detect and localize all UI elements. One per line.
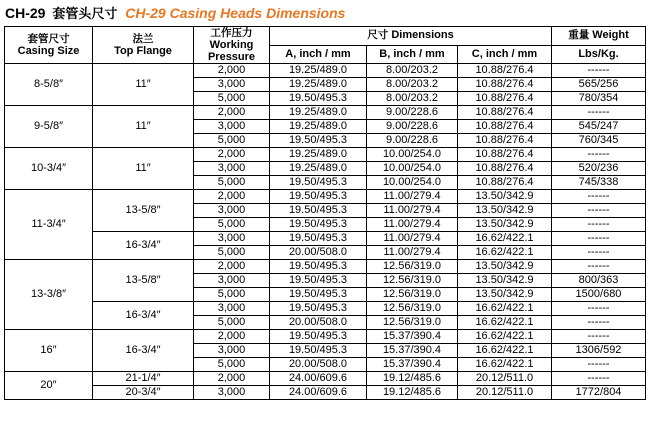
title-english: CH-29 Casing Heads Dimensions	[125, 5, 346, 21]
cell-weight: ------	[552, 190, 646, 204]
table-row	[5, 260, 646, 274]
cell-dimension-a: 19.50/495.3	[270, 134, 367, 148]
cell-dimension-b: 11.00/279.4	[367, 190, 458, 204]
cell-working-pressure: 3,000	[194, 78, 270, 92]
cell-working-pressure: 5,000	[194, 218, 270, 232]
cell-dimension-b: 15.37/390.4	[367, 330, 458, 344]
cell-working-pressure: 2,000	[194, 106, 270, 120]
cell-dimension-c: 20.12/511.0	[458, 372, 552, 386]
cell-weight: 1500/680	[552, 288, 646, 302]
table-body	[5, 64, 646, 400]
cell-dimension-c: 10.88/276.4	[458, 92, 552, 106]
table-row	[5, 148, 646, 162]
header-dimensions-en: Dimensions	[391, 29, 454, 42]
cell-top-flange: 16-3/4″	[93, 302, 194, 330]
cell-dimension-b: 11.00/279.4	[367, 232, 458, 246]
cell-dimension-a: 19.25/489.0	[270, 106, 367, 120]
cell-dimension-c: 10.88/276.4	[458, 176, 552, 190]
header-pressure-zh: 工作压力	[210, 27, 253, 39]
cell-dimension-c: 16.62/422.1	[458, 246, 552, 260]
header-casing-size-zh: 套管尺寸	[27, 33, 70, 45]
cell-dimension-a: 19.50/495.3	[270, 204, 367, 218]
cell-working-pressure: 2,000	[194, 64, 270, 78]
cell-dimension-b: 12.56/319.0	[367, 288, 458, 302]
cell-top-flange: 16-3/4″	[93, 330, 194, 372]
cell-dimension-a: 19.50/495.3	[270, 330, 367, 344]
cell-working-pressure: 5,000	[194, 176, 270, 190]
cell-working-pressure: 3,000	[194, 386, 270, 400]
header-top-flange-zh: 法兰	[132, 33, 154, 45]
table-row	[5, 190, 646, 204]
cell-working-pressure: 5,000	[194, 288, 270, 302]
cell-dimension-b: 10.00/254.0	[367, 176, 458, 190]
cell-weight: 545/247	[552, 120, 646, 134]
cell-dimension-c: 16.62/422.1	[458, 344, 552, 358]
cell-dimension-a: 19.50/495.3	[270, 176, 367, 190]
cell-working-pressure: 5,000	[194, 316, 270, 330]
header-pressure-en2: Pressure	[207, 51, 256, 63]
cell-dimension-c: 13.50/342.9	[458, 204, 552, 218]
table-row	[5, 386, 646, 400]
header-pressure-en1: Working	[209, 39, 254, 51]
cell-dimension-b: 19.12/485.6	[367, 372, 458, 386]
header-weight-zh: 重量	[568, 29, 590, 42]
cell-top-flange: 20-3/4″	[93, 386, 194, 400]
cell-dimension-a: 24.00/609.6	[270, 372, 367, 386]
cell-dimension-b: 9.00/228.6	[367, 120, 458, 134]
cell-dimension-b: 12.56/319.0	[367, 302, 458, 316]
cell-dimension-a: 19.50/495.3	[270, 302, 367, 316]
cell-dimension-c: 10.88/276.4	[458, 78, 552, 92]
cell-top-flange: 13-5/8″	[93, 190, 194, 232]
table-row	[5, 302, 646, 316]
cell-dimension-a: 19.50/495.3	[270, 288, 367, 302]
cell-casing-size: 13-3/8″	[5, 260, 93, 330]
cell-dimension-b: 19.12/485.6	[367, 386, 458, 400]
cell-dimension-b: 10.00/254.0	[367, 148, 458, 162]
cell-dimension-b: 11.00/279.4	[367, 218, 458, 232]
cell-working-pressure: 5,000	[194, 92, 270, 106]
cell-weight: 780/354	[552, 92, 646, 106]
header-top-flange	[93, 27, 194, 64]
cell-weight: ------	[552, 302, 646, 316]
table-row	[5, 372, 646, 386]
cell-working-pressure: 3,000	[194, 344, 270, 358]
cell-dimension-a: 19.50/495.3	[270, 274, 367, 288]
cell-weight: 1306/592	[552, 344, 646, 358]
cell-dimension-c: 16.62/422.1	[458, 316, 552, 330]
header-weight-en: Weight	[592, 29, 629, 42]
cell-dimension-c: 10.88/276.4	[458, 106, 552, 120]
document-title	[5, 3, 345, 22]
header-col-b: B, inch / mm	[367, 45, 458, 64]
cell-dimension-c: 13.50/342.9	[458, 190, 552, 204]
table-row	[5, 64, 646, 78]
cell-working-pressure: 5,000	[194, 246, 270, 260]
title-code: CH-29	[5, 5, 46, 21]
cell-dimension-b: 10.00/254.0	[367, 162, 458, 176]
cell-top-flange: 16-3/4″	[93, 232, 194, 260]
cell-working-pressure: 2,000	[194, 190, 270, 204]
cell-top-flange: 11″	[93, 64, 194, 106]
cell-dimension-a: 19.25/489.0	[270, 78, 367, 92]
cell-dimension-a: 24.00/609.6	[270, 386, 367, 400]
cell-working-pressure: 3,000	[194, 232, 270, 246]
cell-dimension-a: 19.25/489.0	[270, 120, 367, 134]
cell-dimension-c: 13.50/342.9	[458, 218, 552, 232]
table-row	[5, 232, 646, 246]
cell-working-pressure: 3,000	[194, 162, 270, 176]
cell-dimension-a: 19.50/495.3	[270, 92, 367, 106]
cell-working-pressure: 2,000	[194, 330, 270, 344]
cell-dimension-a: 19.25/489.0	[270, 64, 367, 78]
header-col-a: A, inch / mm	[270, 45, 367, 64]
cell-weight: ------	[552, 106, 646, 120]
cell-dimension-b: 12.56/319.0	[367, 274, 458, 288]
cell-weight: 760/345	[552, 134, 646, 148]
cell-dimension-c: 16.62/422.1	[458, 330, 552, 344]
cell-weight: ------	[552, 204, 646, 218]
title-chinese: 套管头尺寸	[52, 7, 118, 22]
cell-working-pressure: 3,000	[194, 120, 270, 134]
cell-working-pressure: 3,000	[194, 302, 270, 316]
header-row-1	[5, 27, 646, 46]
cell-dimension-a: 19.25/489.0	[270, 148, 367, 162]
cell-casing-size: 10-3/4″	[5, 148, 93, 190]
cell-top-flange: 11″	[93, 148, 194, 190]
cell-dimension-a: 19.50/495.3	[270, 232, 367, 246]
cell-weight: ------	[552, 232, 646, 246]
cell-dimension-a: 20.00/508.0	[270, 358, 367, 372]
casing-heads-dimensions-table	[4, 26, 646, 400]
cell-dimension-c: 10.88/276.4	[458, 134, 552, 148]
cell-weight: ------	[552, 316, 646, 330]
cell-dimension-a: 19.50/495.3	[270, 218, 367, 232]
cell-casing-size: 20″	[5, 372, 93, 400]
header-top-flange-en: Top Flange	[114, 45, 172, 57]
cell-dimension-a: 19.50/495.3	[270, 344, 367, 358]
cell-top-flange: 21-1/4″	[93, 372, 194, 386]
cell-casing-size: 8-5/8″	[5, 64, 93, 106]
cell-working-pressure: 5,000	[194, 358, 270, 372]
cell-dimension-c: 10.88/276.4	[458, 120, 552, 134]
header-casing-size	[5, 27, 93, 64]
cell-dimension-b: 9.00/228.6	[367, 106, 458, 120]
cell-dimension-c: 10.88/276.4	[458, 162, 552, 176]
cell-dimension-b: 8.00/203.2	[367, 78, 458, 92]
cell-dimension-c: 13.50/342.9	[458, 274, 552, 288]
cell-dimension-c: 13.50/342.9	[458, 288, 552, 302]
cell-working-pressure: 2,000	[194, 148, 270, 162]
cell-working-pressure: 2,000	[194, 260, 270, 274]
cell-dimension-a: 20.00/508.0	[270, 246, 367, 260]
cell-top-flange: 11″	[93, 106, 194, 148]
cell-weight: 565/256	[552, 78, 646, 92]
cell-dimension-c: 13.50/342.9	[458, 260, 552, 274]
table-row	[5, 330, 646, 344]
header-dimensions-zh: 尺寸	[367, 29, 389, 42]
header-weight	[552, 27, 646, 46]
cell-dimension-b: 8.00/203.2	[367, 64, 458, 78]
cell-working-pressure: 2,000	[194, 372, 270, 386]
cell-dimension-a: 19.50/495.3	[270, 260, 367, 274]
cell-casing-size: 16″	[5, 330, 93, 372]
cell-weight: ------	[552, 260, 646, 274]
cell-dimension-c: 10.88/276.4	[458, 64, 552, 78]
cell-weight: ------	[552, 330, 646, 344]
cell-working-pressure: 3,000	[194, 204, 270, 218]
header-working-pressure	[194, 27, 270, 64]
cell-weight: ------	[552, 218, 646, 232]
cell-dimension-b: 15.37/390.4	[367, 358, 458, 372]
cell-weight: 1772/804	[552, 386, 646, 400]
cell-dimension-b: 11.00/279.4	[367, 204, 458, 218]
table-row	[5, 106, 646, 120]
cell-weight: ------	[552, 372, 646, 386]
cell-dimension-b: 8.00/203.2	[367, 92, 458, 106]
cell-casing-size: 11-3/4″	[5, 190, 93, 260]
cell-dimension-c: 10.88/276.4	[458, 148, 552, 162]
cell-weight: 745/338	[552, 176, 646, 190]
cell-weight: ------	[552, 358, 646, 372]
cell-dimension-a: 20.00/508.0	[270, 316, 367, 330]
cell-dimension-b: 12.56/319.0	[367, 260, 458, 274]
header-weight-unit: Lbs/Kg.	[552, 45, 646, 64]
cell-weight: 520/236	[552, 162, 646, 176]
cell-weight: 800/363	[552, 274, 646, 288]
header-dimensions	[270, 27, 552, 46]
header-col-c: C, inch / mm	[458, 45, 552, 64]
cell-dimension-a: 19.50/495.3	[270, 190, 367, 204]
cell-dimension-a: 19.25/489.0	[270, 162, 367, 176]
cell-dimension-c: 16.62/422.1	[458, 302, 552, 316]
cell-weight: ------	[552, 148, 646, 162]
cell-dimension-b: 12.56/319.0	[367, 316, 458, 330]
cell-top-flange: 13-5/8″	[93, 260, 194, 302]
cell-dimension-c: 16.62/422.1	[458, 232, 552, 246]
cell-dimension-c: 16.62/422.1	[458, 358, 552, 372]
cell-dimension-b: 11.00/279.4	[367, 246, 458, 260]
cell-weight: ------	[552, 246, 646, 260]
cell-working-pressure: 3,000	[194, 274, 270, 288]
cell-dimension-b: 9.00/228.6	[367, 134, 458, 148]
cell-dimension-c: 20.12/511.0	[458, 386, 552, 400]
cell-weight: ------	[552, 64, 646, 78]
header-casing-size-en: Casing Size	[17, 45, 80, 57]
cell-dimension-b: 15.37/390.4	[367, 344, 458, 358]
cell-casing-size: 9-5/8″	[5, 106, 93, 148]
cell-working-pressure: 5,000	[194, 134, 270, 148]
